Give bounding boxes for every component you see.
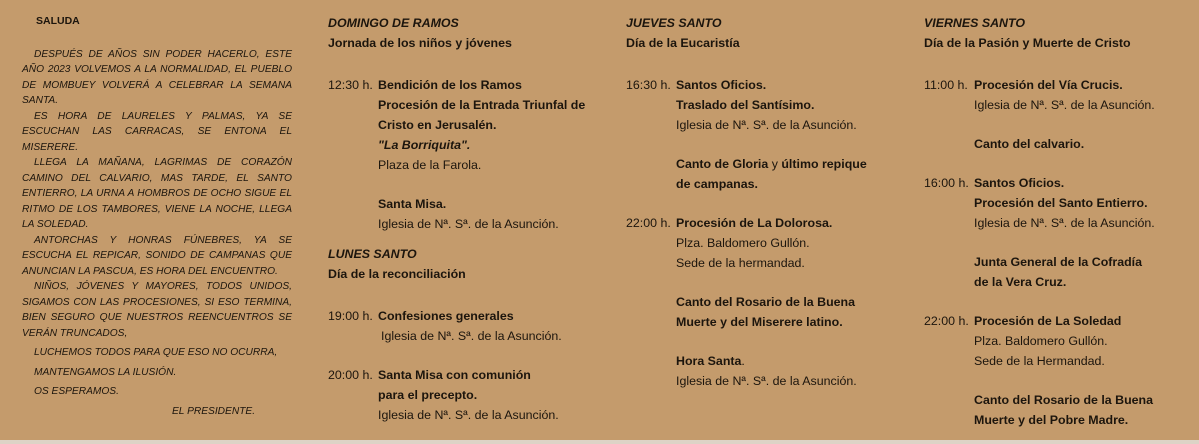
- event-line: Procesión del Vía Crucis.: [974, 78, 1123, 92]
- event-line: Santa Misa.: [378, 197, 447, 211]
- saluda-paragraph-8: OS ESPERAMOS.: [34, 386, 119, 397]
- jueves-event-5: [626, 351, 896, 391]
- event-time: 20:00 h.: [328, 368, 373, 382]
- event-line-part: Canto de Gloria: [676, 157, 769, 171]
- event-time: 19:00 h.: [328, 309, 373, 323]
- event-location: Iglesia de Nª. Sª. de la Asunción.: [381, 329, 562, 343]
- saluda-paragraph-5: NIÑOS, JÓVENES Y MAYORES, TODOS UNIDOS, SIGAMOS CON LAS PROCESIONES, SI ESO TERMINA, BIEN SEGURO QUE NUESTROS REENCUENTROS SE VERÁN TRUNCADOS,: [22, 281, 292, 339]
- domingo-title: DOMINGO DE RAMOS: [328, 16, 459, 30]
- saluda-paragraph-6: LUCHEMOS TODOS PARA QUE ESO NO OCURRA,: [34, 347, 278, 358]
- saluda-paragraph-7: MANTENGAMOS LA ILUSIÓN.: [34, 366, 177, 378]
- saluda-paragraph-3: LLEGA LA MAÑANA, LAGRIMAS DE CORAZÓN CAMINO DEL CALVARIO, MAS TARDE, EL SANTO ENTIERRO, LA URNA A HOMBROS DE OCHO SIGUE EL RITMO DE LOS TAMBORES, VIENE LA NOCHE, LLEGA LA SOLEDAD.: [22, 157, 292, 230]
- lunes-event-1: [328, 306, 598, 346]
- viernes-event-2: [924, 134, 1194, 154]
- lunes-subtitle: Día de la reconciliación: [328, 267, 466, 281]
- event-location: Iglesia de Nª. Sª. de la Asunción.: [974, 216, 1155, 230]
- event-location: Iglesia de Nª. Sª. de la Asunción.: [378, 217, 559, 231]
- event-line: Bendición de los Ramos: [378, 78, 522, 92]
- event-line: Canto del calvario.: [974, 137, 1085, 151]
- event-line: Cristo en Jerusalén.: [378, 118, 497, 132]
- event-line: para el precepto.: [378, 388, 478, 402]
- event-line: de la Vera Cruz.: [974, 275, 1067, 289]
- saluda-paragraph-1: DESPUÉS DE AÑOS SIN PODER HACERLO, ESTE AÑO 2023 VOLVEMOS A LA NORMALIDAD, EL PUEBLO DE MOMBUEY VOLVERÁ A CELEBRAR LA SEMANA SANTA.: [22, 48, 292, 106]
- event-line: Santos Oficios.: [676, 78, 767, 92]
- viernes-subtitle: Día de la Pasión y Muerte de Cristo: [924, 36, 1131, 50]
- event-line: Confesiones generales: [378, 309, 514, 323]
- event-line: Canto del Rosario de la Buena: [676, 295, 856, 309]
- event-line: "La Borriquita".: [378, 138, 471, 152]
- event-line-part: último repique: [781, 157, 867, 171]
- jueves-subtitle: Día de la Eucaristía: [626, 36, 740, 50]
- column-jueves: [626, 13, 896, 391]
- lunes-title: LUNES SANTO: [328, 247, 417, 261]
- viernes-title: VIERNES SANTO: [924, 16, 1025, 30]
- viernes-event-4: [924, 252, 1194, 292]
- event-line: [676, 351, 896, 371]
- event-time: 16:30 h.: [626, 78, 671, 92]
- event-line-part: Hora Santa: [676, 354, 742, 368]
- saluda-signature: EL PRESIDENTE.: [172, 405, 256, 417]
- domingo-subtitle: Jornada de los niños y jóvenes: [328, 36, 512, 50]
- event-location: Iglesia de Nª. Sª. de la Asunción.: [676, 118, 857, 132]
- viernes-event-3: [924, 173, 1194, 233]
- saluda-paragraph-2: ES HORA DE LAURELES Y PALMAS, YA SE ESCUCHAN LAS CARRACAS, SE ENTONA EL MISERERE.: [22, 110, 292, 153]
- viernes-event-6: [924, 390, 1194, 430]
- column-viernes: [924, 13, 1194, 430]
- event-line-part: y: [768, 157, 782, 171]
- event-line: [676, 154, 896, 174]
- domingo-event-1: [328, 75, 598, 175]
- jueves-event-1: [626, 75, 896, 135]
- jueves-event-2: [626, 154, 896, 194]
- saluda-title: SALUDA: [36, 15, 80, 27]
- event-line-part: .: [741, 354, 745, 368]
- viernes-event-1: [924, 75, 1194, 115]
- jueves-event-3: [626, 213, 896, 273]
- event-line: Junta General de la Cofradía: [974, 255, 1143, 269]
- event-line: Procesión de la Entrada Triunfal de: [378, 98, 586, 112]
- event-time: 16:00 h.: [924, 176, 969, 190]
- event-line: Procesión de La Dolorosa.: [676, 216, 833, 230]
- event-line: Santos Oficios.: [974, 176, 1065, 190]
- event-line: Muerte y del Pobre Madre.: [974, 413, 1129, 427]
- viernes-event-5: [924, 311, 1194, 371]
- event-line: Santa Misa con comunión: [378, 368, 531, 382]
- saluda-paragraph-4: ANTORCHAS Y HONRAS FÚNEBRES, YA SE ESCUCHA EL REPICAR, SONIDO DE CAMPANAS QUE ANUNCIAN LA PASCUA, ES HORA DEL ENCUENTRO.: [22, 234, 292, 277]
- event-time: 11:00 h.: [924, 78, 968, 92]
- event-location: Sede de la Hermandad.: [974, 354, 1105, 368]
- jueves-event-4: [626, 292, 896, 332]
- event-line: Procesión de La Soledad: [974, 314, 1122, 328]
- event-time: 12:30 h.: [328, 78, 373, 92]
- event-location: Iglesia de Nª. Sª. de la Asunción.: [676, 374, 857, 388]
- event-line: Muerte y del Miserere latino.: [676, 315, 843, 329]
- event-location: Sede de la hermandad.: [676, 256, 805, 270]
- domingo-event-2: [328, 194, 598, 234]
- event-time: 22:00 h.: [626, 216, 671, 230]
- event-line: de campanas.: [676, 177, 758, 191]
- column-domingo-lunes: [328, 13, 598, 425]
- event-line: Traslado del Santísimo.: [676, 98, 815, 112]
- event-location: Plza. Baldomero Gullón.: [974, 334, 1108, 348]
- event-location: Plaza de la Farola.: [378, 158, 482, 172]
- jueves-title: JUEVES SANTO: [626, 16, 722, 30]
- event-line: Canto del Rosario de la Buena: [974, 393, 1154, 407]
- event-location: Iglesia de Nª. Sª. de la Asunción.: [974, 98, 1155, 112]
- event-location: Iglesia de Nª. Sª. de la Asunción.: [378, 408, 559, 422]
- event-line: Procesión del Santo Entierro.: [974, 196, 1148, 210]
- bottom-edge: [0, 440, 1199, 444]
- saluda-column: [22, 14, 292, 419]
- lunes-event-2: [328, 365, 598, 425]
- event-location: Plza. Baldomero Gullón.: [676, 236, 810, 250]
- event-time: 22:00 h.: [924, 314, 969, 328]
